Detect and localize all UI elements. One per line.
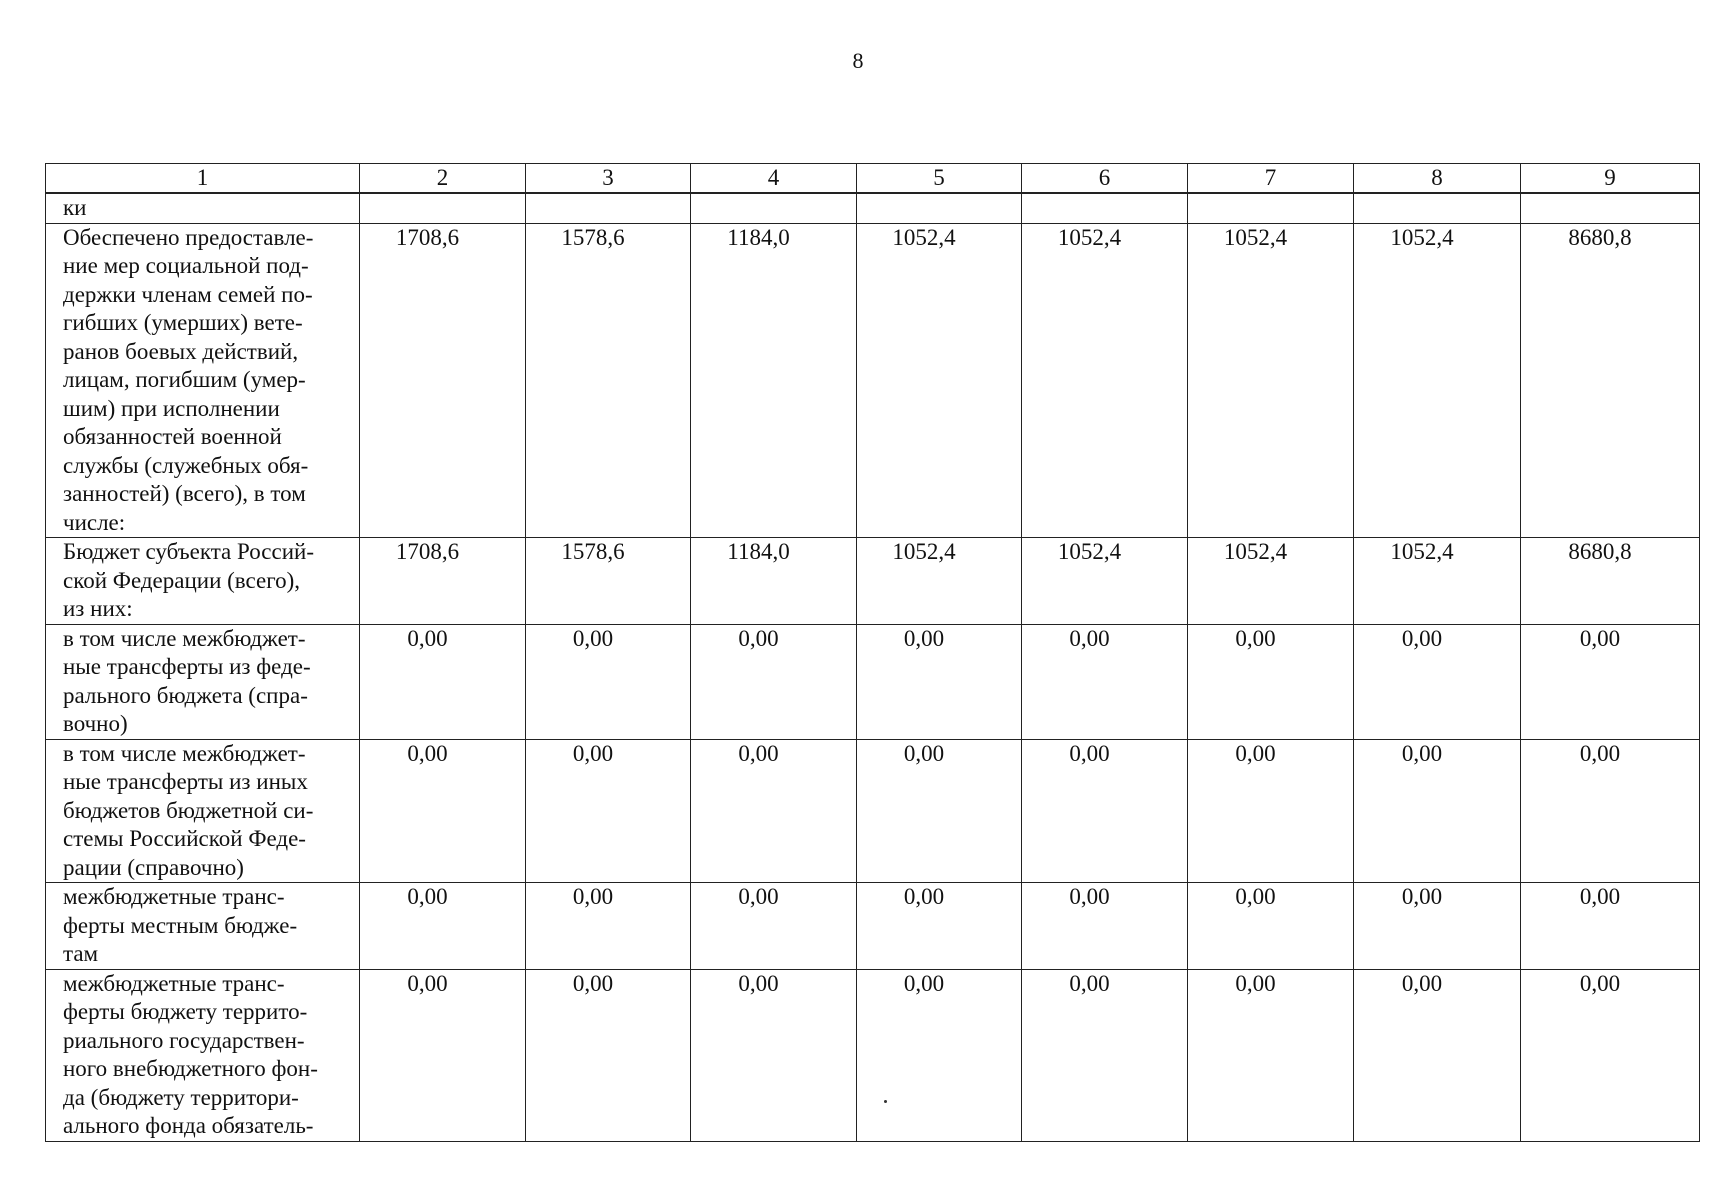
total-cell: 8680,8: [1521, 223, 1700, 538]
value-cell: 0,00: [1022, 883, 1188, 970]
value-cell: 0,00: [1188, 624, 1354, 739]
empty-cell: [1521, 193, 1700, 223]
empty-cell: [691, 193, 857, 223]
value-cell: 0,00: [857, 883, 1022, 970]
row-label: межбюджетные транс- ферты местным бюдже- там: [46, 883, 360, 970]
value-cell: 1708,6: [360, 538, 526, 625]
value-cell: 0,00: [1354, 739, 1521, 883]
value-cell: 1578,6: [526, 223, 691, 538]
total-cell: 0,00: [1521, 883, 1700, 970]
value-cell: 0,00: [857, 624, 1022, 739]
value-cell: 0,00: [1188, 883, 1354, 970]
value-cell: 1052,4: [1188, 538, 1354, 625]
value-cell: 0,00: [691, 739, 857, 883]
empty-cell: [857, 193, 1022, 223]
column-header-2: 2: [360, 164, 526, 194]
value-cell: 1052,4: [1022, 223, 1188, 538]
value-cell: 0,00: [526, 969, 691, 1141]
value-cell: 0,00: [857, 739, 1022, 883]
table-row: [46, 883, 1700, 970]
value-cell: 0,00: [1188, 969, 1354, 1141]
column-header-7: 7: [1188, 164, 1354, 194]
value-cell: 0,00: [360, 739, 526, 883]
total-cell: 0,00: [1521, 739, 1700, 883]
value-cell: 0,00: [360, 624, 526, 739]
value-cell: 0,00: [1022, 969, 1188, 1141]
budget-table: [45, 163, 1700, 1142]
scan-speck: [884, 1100, 887, 1103]
empty-cell: [1354, 193, 1521, 223]
empty-cell: [360, 193, 526, 223]
column-header-4: 4: [691, 164, 857, 194]
value-cell: 1052,4: [1354, 538, 1521, 625]
row-label: в том числе межбюджет- ные трансферты из иных бюджетов бюджетной си- стемы Российской Феде- рации (справочно): [46, 739, 360, 883]
value-cell: 0,00: [1022, 624, 1188, 739]
column-header-3: 3: [526, 164, 691, 194]
column-header-9: 9: [1521, 164, 1700, 194]
value-cell: 0,00: [857, 969, 1022, 1141]
empty-cell: [1022, 193, 1188, 223]
column-header-8: 8: [1354, 164, 1521, 194]
table-row: [46, 223, 1700, 538]
row-label: Бюджет субъекта Россий- ской Федерации (всего), из них:: [46, 538, 360, 625]
row-label: межбюджетные транс- ферты бюджету террито- риального государствен- ного внебюджетного фон- да (бюджету территори- ального фонда обязатель-: [46, 969, 360, 1141]
value-cell: 0,00: [1354, 624, 1521, 739]
value-cell: 0,00: [1188, 739, 1354, 883]
value-cell: 1052,4: [1188, 223, 1354, 538]
table-row: [46, 624, 1700, 739]
value-cell: 0,00: [1354, 969, 1521, 1141]
page-number: 8: [852, 48, 864, 73]
value-cell: 1578,6: [526, 538, 691, 625]
value-cell: 0,00: [526, 624, 691, 739]
row-label: Обеспечено предоставле- ние мер социальной под- держки членам семей по- гибших (умерших) вете- ранов боевых действий, лицам, погибшим (умер- шим) при исполнении обязанностей военной службы (служебных обя- занностей) (всего), в том числе:: [46, 223, 360, 538]
total-cell: 0,00: [1521, 969, 1700, 1141]
total-cell: 8680,8: [1521, 538, 1700, 625]
value-cell: 0,00: [691, 969, 857, 1141]
value-cell: 1052,4: [857, 223, 1022, 538]
value-cell: 1708,6: [360, 223, 526, 538]
table-row: [46, 969, 1700, 1141]
value-cell: 1052,4: [1022, 538, 1188, 625]
value-cell: 0,00: [691, 883, 857, 970]
value-cell: 0,00: [691, 624, 857, 739]
header-row: [46, 164, 1700, 194]
table-row: [46, 739, 1700, 883]
column-header-1: 1: [46, 164, 360, 194]
continuation-label: ки: [46, 193, 360, 223]
empty-cell: [526, 193, 691, 223]
value-cell: 0,00: [360, 969, 526, 1141]
table-row: [46, 538, 1700, 625]
empty-cell: [1188, 193, 1354, 223]
value-cell: 1052,4: [1354, 223, 1521, 538]
row-label: в том числе межбюджет- ные трансферты из феде- рального бюджета (спра- вочно): [46, 624, 360, 739]
value-cell: 1184,0: [691, 223, 857, 538]
total-cell: 0,00: [1521, 624, 1700, 739]
value-cell: 0,00: [526, 739, 691, 883]
value-cell: 0,00: [1354, 883, 1521, 970]
value-cell: 1184,0: [691, 538, 857, 625]
column-header-5: 5: [857, 164, 1022, 194]
value-cell: 0,00: [1022, 739, 1188, 883]
value-cell: 0,00: [360, 883, 526, 970]
continuation-row: [46, 193, 1700, 223]
column-header-6: 6: [1022, 164, 1188, 194]
value-cell: 1052,4: [857, 538, 1022, 625]
value-cell: 0,00: [526, 883, 691, 970]
